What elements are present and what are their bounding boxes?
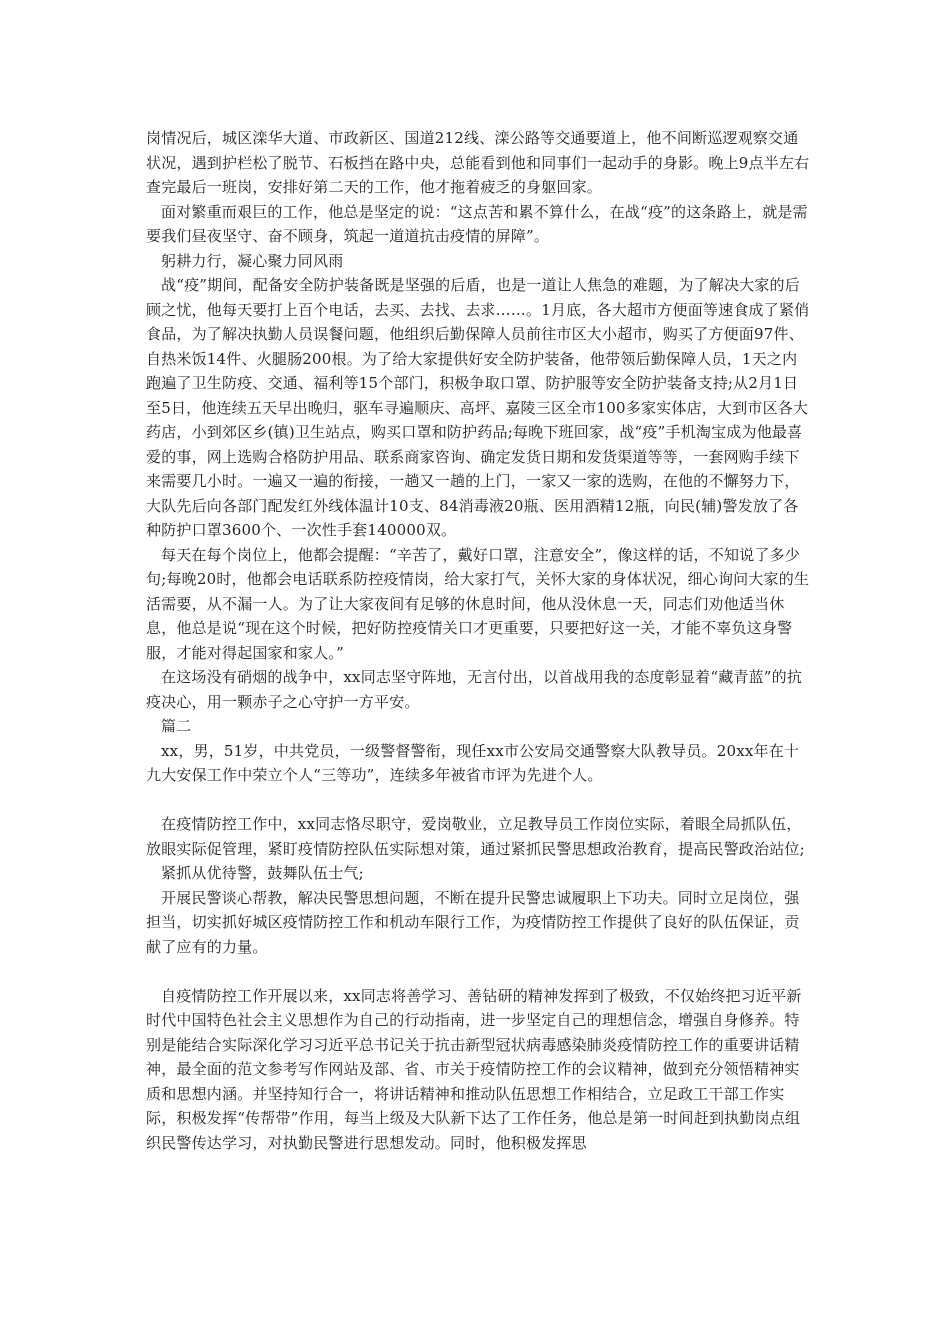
blank-line (146, 959, 810, 984)
paragraph-counseling: 开展民警谈心帮教，解决民警思想问题，不断在提升民警忠诚履职上下功夫。同时立足岗位，强担当，切实抓好城区疫情防控工作和机动车限行工作，为疫情防控工作提供了良好的队伍保证，贡献了应有的力量。 (146, 888, 800, 956)
blank-line (146, 788, 810, 813)
paragraph-daily-care: 每天在每个岗位上，他都会提醒：“辛苦了，戴好口罩，注意安全”，像这样的话，不知说了多少句;每晚20时，他都会电话联系防控疫情岗，给大家打气，关怀大家的身体状况，细心询问大家的生活需要，从不漏一人。为了让大家夜间有足够的休息时间，他从没休息一天，同志们劝他适当休息，他总是说“现在这个时候，把好防控疫情关口才更重要，只要把好这一关，才能不辜负这身警服，才能对得起国家和家人。” (146, 545, 810, 662)
paragraph-morale: 紧抓从优待警，鼓舞队伍士气; (161, 864, 364, 882)
paragraph-conclusion: 在这场没有硝烟的战争中，xx同志坚守阵地，无言付出，以首战用我的态度彰显着“藏青蓝”的抗疫决心，用一颗赤子之心守护一方平安。 (146, 668, 803, 711)
section-heading-part-two: 篇二 (161, 717, 192, 735)
document-body (146, 126, 810, 1155)
paragraph-protective-equipment: 战“疫”期间，配备安全防护装备既是坚强的后盾，也是一道让人焦急的难题，为了解决大家的后顾之忧，他每天要打上百个电话，去买、去找、去求……。1月底，各大超市方便面等速食成了紧俏食品，为了解决执勤人员误餐问题，他组织后勤保障人员前往市区大小超市，购买了方便面97件、自热米饭14件、火腿肠200根。为了给大家提供好安全防护装备，他带领后勤保障人员，1天之内跑遍了卫生防疫、交通、福利等15个部门，积极争取口罩、防护服等安全防护装备支持;从2月1日至5日，他连续五天早出晚归，驱车寻遍顺庆、高坪、嘉陵三区全市100多家实体店，大到市区各大药店，小到郊区乡(镇)卫生站点，购买口罩和防护药品;每晚下班回家，战“疫”手机淘宝成为他最喜爱的事，网上选购合格防护用品、联系商家咨询、确定发货日期和发货渠道等等，一套网购手续下来需要几小时。一遍又一遍的衔接，一趟又一趟的上门，一家又一家的选购，在他的不懈努力下，大队先后向各部门配发红外线体温计10支、84消毒液20瓶、医用酒精12瓶，向民(辅)警发放了各种防护口罩3600个、一次性手套140000双。 (146, 276, 810, 539)
paragraph-dedication: 在疫情防控工作中，xx同志恪尽职守，爱岗敬业，立足教导员工作岗位实际，着眼全局抓队伍，放眼实际促管理，紧盯疫情防控队伍实际想对策，通过紧抓民警思想政治教育，提高民警政治站位; (146, 815, 805, 858)
paragraph-patrol-duties: 岗情况后，城区滦华大道、市政新区、国道212线、滦公路等交通要道上，他不间断巡逻观察交通状况，遇到护栏松了脱节、石板挡在路中央，总能看到他和同事们一起动手的身影。晚上9点半左右查完最后一班岗，安排好第二天的工作，他才拖着疲乏的身躯回家。 (146, 129, 810, 196)
paragraph-profile: xx，男，51岁，中共党员，一级警督警衔，现任xx市公安局交通警察大队教导员。20xx年在十九大安保工作中荣立个人“三等功”，连续多年被省市评为先进个人。 (146, 741, 800, 784)
section-heading-unity: 躬耕力行，凝心聚力同风雨 (161, 251, 344, 270)
paragraph-study-spirit: 自疫情防控工作开展以来，xx同志将善学习、善钻研的精神发挥到了极致，不仅始终把习近平新时代中国特色社会主义思想作为自己的行动指南，进一步坚定自己的理想信念，增强自身修养。特别是能结合实际深化学习习近平总书记关于抗击新型冠状病毒感染肺炎疫情防控工作的重要讲话精神，最全面的范文参考写作网站及部、省、市关于疫情防控工作的会议精神，做到充分领悟精神实质和思想内涵。并坚持知行合一，将讲话精神和推动队伍思想工作相结合，立足政工干部工作实际，积极发挥“传帮带”作用，每当上级及大队新下达了工作任务，他总是第一时间赶到执勤岗点组织民警传达学习，对执勤民警进行思想发动。同时，他积极发挥思 (146, 986, 802, 1152)
paragraph-firm-statement: 面对繁重而艰巨的工作，他总是坚定的说：“这点苦和累不算什么，在战“疫”的这条路上，就是需要我们昼夜坚守、奋不顾身，筑起一道道抗击疫情的屏障”。 (146, 202, 808, 245)
